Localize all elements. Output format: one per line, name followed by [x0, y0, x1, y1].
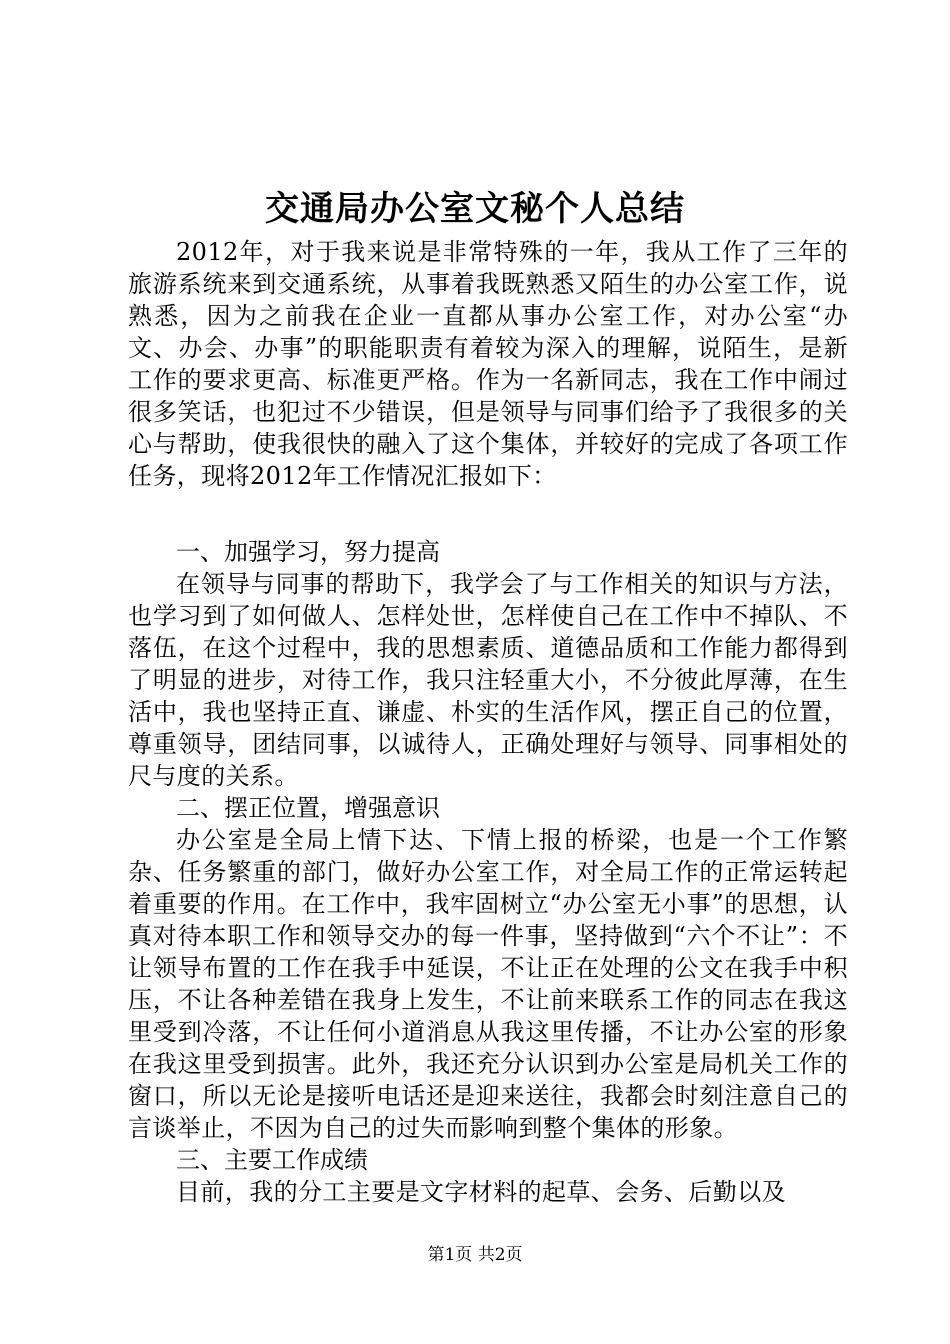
section-heading-3: 三、主要工作成绩	[176, 1146, 368, 1174]
section-paragraph-3: 目前，我的分工主要是文字材料的起草、会务、后勤以及	[176, 1178, 786, 1206]
document-body	[128, 236, 848, 1208]
paragraph-spacer	[128, 492, 848, 536]
section-paragraph-1: 在领导与同事的帮助下，我学会了与工作相关的知识与方法，也学习到了如何做人、怎样处世，怎样使自己在工作中不掉队、不落伍，在这个过程中，我的思想素质、道德品质和工作能力都得到了明显的进步，对待工作，我只注轻重大小，不分彼此厚薄，在生活中，我也坚持正直、谦虚、朴实的生活作风，摆正自己的位置，尊重领导，团结同事，以诚待人，正确处理好与领导、同事相处的尺与度的关系。	[128, 570, 848, 790]
section-paragraph-2: 办公室是全局上情下达、下情上报的桥梁，也是一个工作繁杂、任务繁重的部门，做好办公室工作，对全局工作的正常运转起着重要的作用。在工作中，我牢固树立“办公室无小事”的思想，认真对待本职工作和领导交办的每一件事，坚持做到“六个不让”：不让领导布置的工作在我手中延误，不让正在处理的公文在我手中积压，不让各种差错在我身上发生，不让前来联系工作的同志在我这里受到冷落，不让任何小道消息从我这里传播，不让办公室的形象在我这里受到损害。此外，我还充分认识到办公室是局机关工作的窗口，所以无论是接听电话还是迎来送往，我都会时刻注意自己的言谈举止，不因为自己的过失而影响到整个集体的形象。	[128, 826, 848, 1142]
section-heading-1: 一、加强学习，努力提高	[176, 538, 440, 566]
page-number-footer: 第1页 共2页	[427, 1245, 523, 1265]
intro-paragraph: 2012年，对于我来说是非常特殊的一年，我从工作了三年的旅游系统来到交通系统，从事着我既熟悉又陌生的办公室工作，说熟悉，因为之前我在企业一直都从事办公室工作，对办公室“办文、办会、办事”的职能职责有着较为深入的理解，说陌生，是新工作的要求更高、标准更严格。作为一名新同志，我在工作中闹过很多笑话，也犯过不少错误，但是领导与同事们给予了我很多的关心与帮助，使我很快的融入了这个集体，并较好的完成了各项工作任务，现将2012年工作情况汇报如下：	[128, 238, 848, 490]
section-heading-2: 二、摆正位置，增强意识	[176, 794, 440, 822]
document-title: 交通局办公室文秘个人总结	[265, 189, 685, 229]
